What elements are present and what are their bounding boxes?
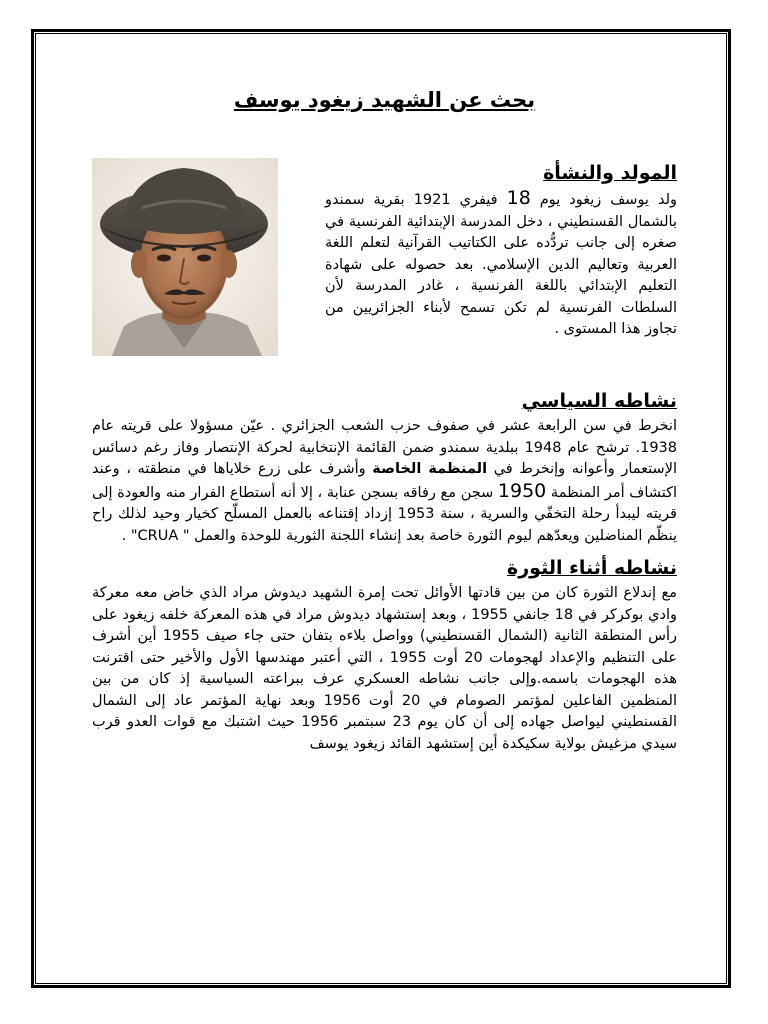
- section-revolution: [92, 553, 677, 755]
- section-heading-revolution: نشاطه أثناء الثورة: [507, 557, 677, 579]
- section-heading-politics: نشاطه السياسي: [521, 390, 677, 412]
- paragraph-birth: ولد يوسف زيغود يوم 18 فيفري 1921 بقرية سمندو بالشمال القسنطيني ، دخل المدرسة الإبتدائية الفرنسية في صغره إلى جانب تردُّده على الكتاتيب القرآنية لتعلم اللغة العربية وتعاليم الدين الإسلامي. بعد حصوله على شهادة التعليم الإبتدائي باللغة الفرنسية ، غادر المدرسة لأن السلطات الفرنسية لم تكن تسمح لأبناء الجزائريين من تجاوز هذا المستوى .: [325, 187, 677, 337]
- bold-special-organization: المنظمة الخاصة: [372, 461, 488, 477]
- section-birth: [92, 158, 677, 373]
- document-title: بحث عن الشهيد زيغود يوسف: [233, 88, 536, 112]
- section-politics: [92, 386, 677, 547]
- paragraph-revolution: مع إندلاع الثورة كان من بين قادتها الأوائل تحت إمرة الشهيد ديدوش مراد الذي خاض معه معركة وادي بوكركر في 18 جانفي 1955 ، وبعد إستشهاد ديدوش مراد في هذه المعركة خلفه زيغود على رأس المنطقة الثانية (الشمال القسنطيني) وواصل بلاءه بتفان حتى جاء صيف 1955 أين أشرف على التنظيم والإعداد لهجومات 20 أوت 1955 ، التي أعتبر مهندسها الأول والأخير حتى اقترنت هذه الهجومات باسمه.وإلى جانب نشاطه العسكري عرف ببراعته السياسية إذ كان من بين المنظمين الفاعلين لمؤتمر الصومام في 20 أوت 1956 وبعد نهاية المؤتمر عاد إلى الشمال القسنطيني ليواصل جهاده إلى أن كان يوم 23 سبتمبر 1956 حيث اشتبك مع قوات العدو قرب سيدي مزغيش بولاية سكيكدة أين إستشهد القائد زيغود يوسف: [92, 585, 678, 752]
- portrait-photo: [92, 158, 278, 356]
- paragraph-politics: انخرط في سن الرابعة عشر في صفوف حزب الشعب الجزائري . عيّن مسؤولا على قريته عام 1938. ترشح عام 1948 ببلدية سمندو ضمن القائمة الإنتخابية لحركة الإنتصار وفاز رغم دسائس الإستعمار وأعوانه وإنخرط في المنظمة الخاصة وأشرف على زرع خلاياها في منطقته ، وعند اكتشاف أمر المنظمة 1950 سجن مع رفاقه بسجن عنابة ، إلا أنه أستطاع الفرار منه والعودة إلى قريته ليبدأ رحلة التخفّي والسرية ، سنة 1953 إزداد إقتناعه بالعمل المسلّح كخيار وحيد لذلك راح ينظّم المناضلين ويعدّهم ليوم الثورة خاصة بعد إنشاء اللجنة الثورية للوحدة والعمل " CRUA" .: [92, 418, 677, 544]
- section-heading-birth: المولد والنشأة: [543, 162, 677, 184]
- document-page: [92, 84, 677, 755]
